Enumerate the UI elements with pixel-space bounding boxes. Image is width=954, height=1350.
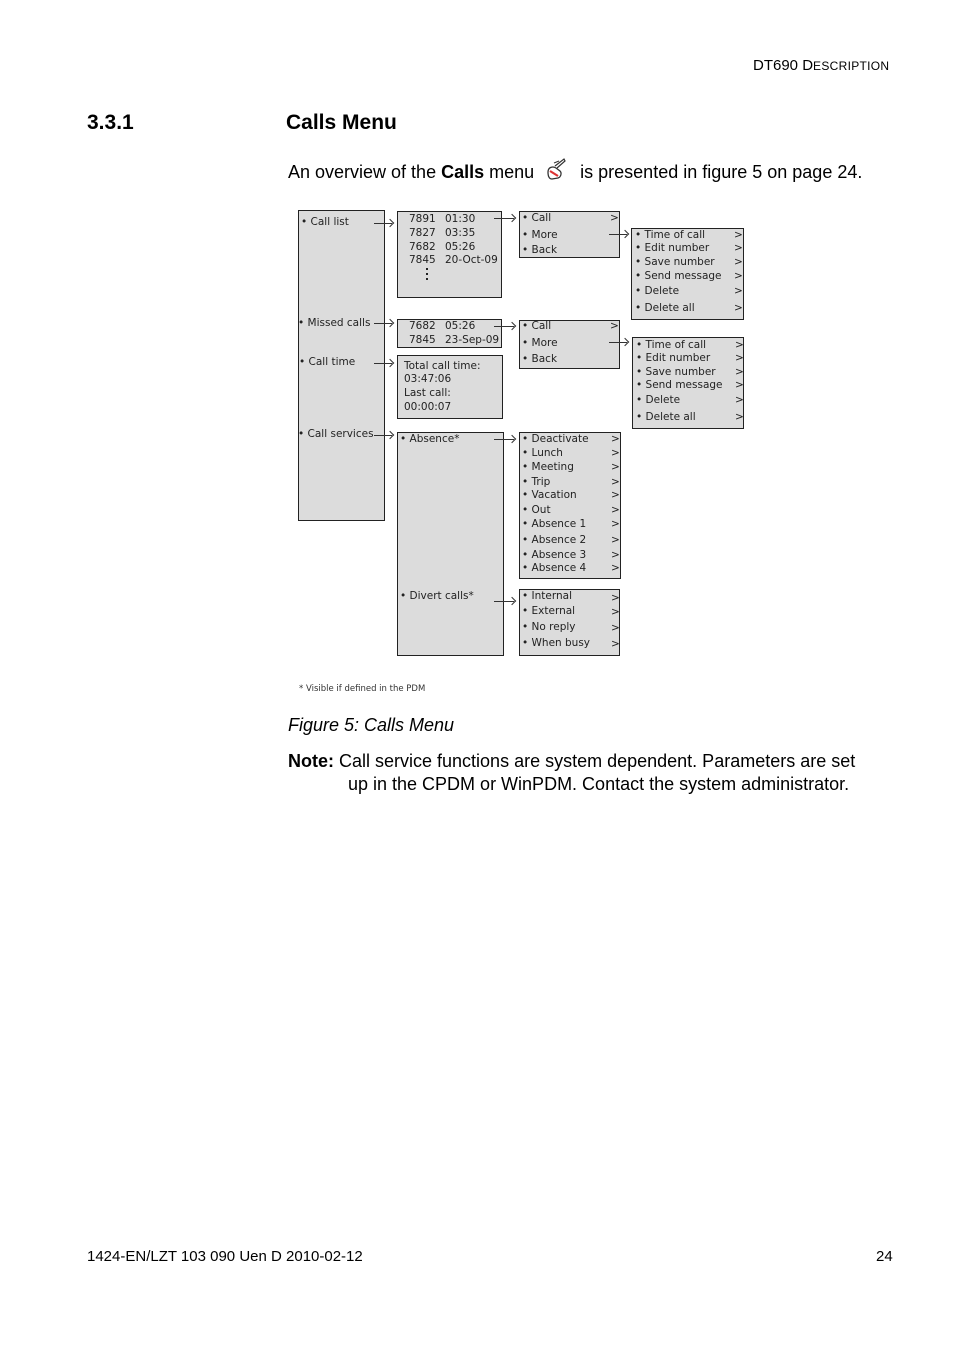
divert-item: • External xyxy=(522,605,576,617)
submenu-indicator: > xyxy=(611,504,620,516)
call-services-box xyxy=(397,432,504,656)
absence-item: • Trip xyxy=(522,476,551,488)
action-back: • Back xyxy=(522,244,558,256)
call-entry-time: 01:30 xyxy=(445,213,476,225)
action-more: • More xyxy=(522,337,558,349)
submenu-indicator: > xyxy=(610,212,619,224)
submenu-indicator: > xyxy=(611,461,620,473)
call-entry-number: 7827 xyxy=(409,227,436,239)
more-item: • Time of call xyxy=(636,339,707,351)
submenu-indicator: > xyxy=(734,229,743,241)
submenu-indicator: > xyxy=(611,447,620,459)
call-entry-time: 03:35 xyxy=(445,227,476,239)
page-number: 24 xyxy=(876,1248,893,1265)
submenu-indicator: > xyxy=(734,242,743,254)
call-entry-time: 05:26 xyxy=(445,241,476,253)
submenu-indicator: > xyxy=(735,379,744,391)
arrow xyxy=(374,363,392,364)
arrow xyxy=(494,439,514,440)
more-item: • Time of call xyxy=(635,229,706,241)
submenu-indicator: > xyxy=(611,476,620,488)
arrow xyxy=(374,323,392,324)
diagram-footnote: * Visible if defined in the PDM xyxy=(299,684,426,694)
absence-item: • Deactivate xyxy=(522,433,589,445)
more-item: • Delete xyxy=(635,285,680,297)
action-call: • Call xyxy=(522,212,552,224)
submenu-indicator: > xyxy=(611,549,620,561)
more-item: • Send message xyxy=(636,379,723,391)
submenu-indicator: > xyxy=(611,562,620,574)
arrow xyxy=(494,601,514,602)
submenu-indicator: > xyxy=(611,518,620,530)
missed-entry-time: 23-Sep-09 xyxy=(445,334,500,346)
more-item: • Delete all xyxy=(636,411,696,423)
arrow xyxy=(374,223,392,224)
more-item: • Edit number xyxy=(635,242,710,254)
more-item: • Delete all xyxy=(635,302,695,314)
submenu-indicator: > xyxy=(610,320,619,332)
submenu-indicator: > xyxy=(611,606,620,618)
submenu-indicator: > xyxy=(735,411,744,423)
submenu-indicator: > xyxy=(735,339,744,351)
call-entry-number: 7891 xyxy=(409,213,436,225)
call-time-line: Last call: xyxy=(404,387,451,399)
arrow xyxy=(494,326,514,327)
call-time-line: 00:00:07 xyxy=(404,401,452,413)
more-item: • Save number xyxy=(636,366,716,378)
divert-item: • No reply xyxy=(522,621,576,633)
running-header: DT690 DESCRIPTION xyxy=(753,57,890,74)
footer-document-id: 1424-EN/LZT 103 090 Uen D 2010-02-12 xyxy=(87,1248,363,1265)
figure-caption: Figure 5: Calls Menu xyxy=(288,715,455,735)
more-item: • Save number xyxy=(635,256,715,268)
arrow xyxy=(609,234,627,235)
submenu-indicator: > xyxy=(611,622,620,634)
absence-item: • Vacation xyxy=(522,489,577,501)
submenu-indicator: > xyxy=(734,285,743,297)
submenu-indicator: > xyxy=(735,394,744,406)
submenu-indicator: > xyxy=(611,489,620,501)
call-time-line: 03:47:06 xyxy=(404,373,452,385)
service-divert-calls: • Divert calls* xyxy=(400,590,474,602)
absence-item: • Absence 3 xyxy=(522,549,587,561)
submenu-indicator: > xyxy=(735,352,744,364)
menu-item-missed-calls: • Missed calls xyxy=(298,317,371,329)
absence-item: • Absence 4 xyxy=(522,562,587,574)
submenu-indicator: > xyxy=(734,302,743,314)
divert-item: • Internal xyxy=(522,590,572,602)
section-number: 3.3.1 xyxy=(87,111,134,134)
arrow xyxy=(609,342,627,343)
call-entry-time: 20-Oct-09 xyxy=(445,254,498,266)
submenu-indicator: > xyxy=(611,638,620,650)
missed-entry-time: 05:26 xyxy=(445,320,476,332)
more-item: • Edit number xyxy=(636,352,711,364)
action-back: • Back xyxy=(522,353,558,365)
arrow xyxy=(494,218,514,219)
missed-entry-number: 7682 xyxy=(409,320,436,332)
arrow xyxy=(374,435,392,436)
submenu-indicator: > xyxy=(734,256,743,268)
absence-item: • Lunch xyxy=(522,447,563,459)
intro-paragraph: An overview of the Calls menu is presented in figure 5 on page 24. xyxy=(288,157,862,183)
menu-item-call-time: • Call time xyxy=(299,356,356,368)
call-entry-number: 7845 xyxy=(409,254,436,266)
submenu-indicator: > xyxy=(735,366,744,378)
absence-item: • Out xyxy=(522,504,551,516)
absence-item: • Absence 2 xyxy=(522,534,587,546)
call-entry-number: 7682 xyxy=(409,241,436,253)
more-item: • Send message xyxy=(635,270,722,282)
action-more: • More xyxy=(522,229,558,241)
missed-entry-number: 7845 xyxy=(409,334,436,346)
service-absence: • Absence* xyxy=(400,433,460,445)
submenu-indicator: > xyxy=(734,270,743,282)
vertical-ellipsis-icon xyxy=(426,268,429,283)
call-time-line: Total call time: xyxy=(404,360,481,372)
action-call: • Call xyxy=(522,320,552,332)
menu-item-call-services: • Call services xyxy=(298,428,374,440)
menu-item-call-list: • Call list xyxy=(301,216,349,228)
more-item: • Delete xyxy=(636,394,681,406)
submenu-indicator: > xyxy=(611,534,620,546)
section-title: Calls Menu xyxy=(286,111,397,134)
absence-item: • Absence 1 xyxy=(522,518,587,530)
divert-item: • When busy xyxy=(522,637,591,649)
note-paragraph: Note: Call service functions are system dependent. Parameters are set up in the CPDM or WinPDM. Contact the system administrator. xyxy=(288,751,856,794)
submenu-indicator: > xyxy=(611,433,620,445)
calls-menu-icon xyxy=(543,157,569,183)
submenu-indicator: > xyxy=(611,592,620,604)
absence-item: • Meeting xyxy=(522,461,574,473)
